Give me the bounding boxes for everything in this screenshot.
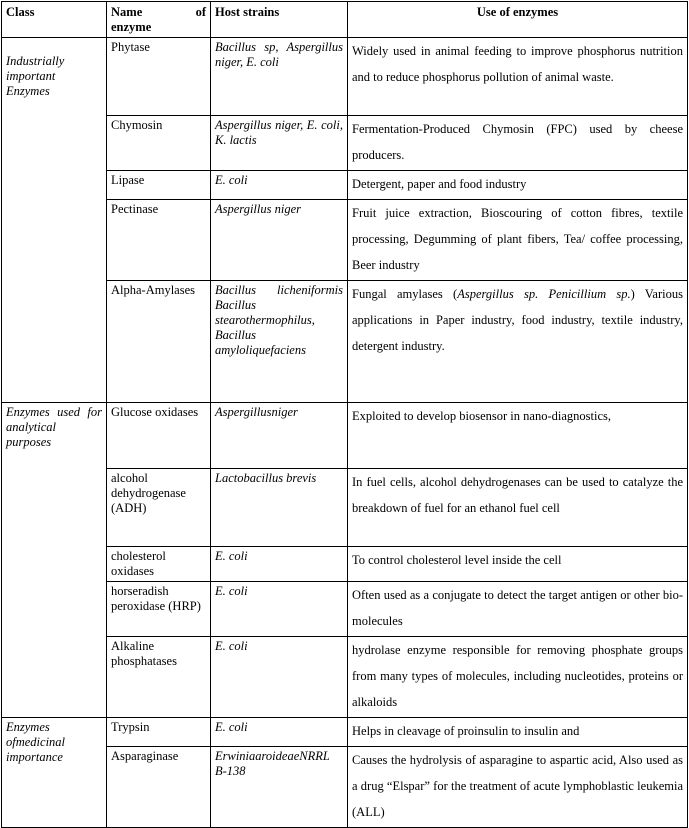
- enzyme-name: Alpha-Amylases: [107, 281, 211, 403]
- enzyme-name: alcohol dehydrogenase (ADH): [107, 469, 211, 547]
- host-strains: Aspergillus niger, E. coli, K. lactis: [211, 116, 348, 171]
- enzyme-use: [348, 281, 688, 403]
- enzyme-name: Trypsin: [107, 718, 211, 747]
- enzyme-use: hydrolase enzyme responsible for removing phosphate groups from many types of molecules, including nucleotides, proteins or alkaloids: [348, 637, 688, 718]
- header-name-line1: Name: [111, 5, 143, 19]
- enzyme-name: Asparaginase: [107, 747, 211, 828]
- enzyme-name: Pectinase: [107, 200, 211, 281]
- host-strains: Aspergillus niger: [211, 200, 348, 281]
- table-row: [2, 403, 688, 469]
- header-name: [107, 2, 211, 38]
- header-host: Host strains: [211, 2, 348, 38]
- table-row: [2, 718, 688, 747]
- host-strains: Bacillus licheniformis Bacillus stearothermophilus, Bacillus amyloliquefaciens: [211, 281, 348, 403]
- enzyme-table: [1, 1, 688, 828]
- host-strains: Bacillus sp, Aspergillus niger, E. coli: [211, 38, 348, 116]
- enzyme-name: Phytase: [107, 38, 211, 116]
- enzyme-use: Often used as a conjugate to detect the target antigen or other bio-molecules: [348, 582, 688, 637]
- header-row: [2, 2, 688, 38]
- class-cell: [2, 38, 107, 403]
- enzyme-name: Alkaline phosphatases: [107, 637, 211, 718]
- enzyme-use: Helps in cleavage of proinsulin to insulin and: [348, 718, 688, 747]
- host-strains: E. coli: [211, 637, 348, 718]
- host-strains: Aspergillusniger: [211, 403, 348, 469]
- enzyme-use: Causes the hydrolysis of asparagine to aspartic acid, Also used as a drug “Elspar” for the treatment of acute lymphoblastic leukemia (ALL): [348, 747, 688, 828]
- host-strains: ErwiniaaroideaeNRRL B-138: [211, 747, 348, 828]
- enzyme-use: Exploited to develop biosensor in nano-diagnostics,: [348, 403, 688, 469]
- enzyme-name: horseradish peroxidase (HRP): [107, 582, 211, 637]
- class-cell: [2, 403, 107, 718]
- enzyme-use: To control cholesterol level inside the cell: [348, 547, 688, 582]
- enzyme-use: Fermentation-Produced Chymosin (FPC) used by cheese producers.: [348, 116, 688, 171]
- class-label: Enzymes ofmedicinal importance: [6, 720, 66, 764]
- enzyme-use: Fruit juice extraction, Bioscouring of cotton fibres, textile processing, Degumming of plant fibers, Tea/ coffee processing, Beer industry: [348, 200, 688, 281]
- enzyme-use: In fuel cells, alcohol dehydrogenases can be used to catalyze the breakdown of fuel for an ethanol fuel cell: [348, 469, 688, 547]
- class-cell: [2, 718, 107, 828]
- host-strains: E. coli: [211, 718, 348, 747]
- header-use: Use of enzymes: [348, 2, 688, 38]
- use-text-post: ) Various applications in Paper industry, food industry, textile industry, detergent industry.: [352, 287, 683, 353]
- enzyme-name: cholesterol oxidases: [107, 547, 211, 582]
- host-strains: E. coli: [211, 547, 348, 582]
- host-strains: Lactobacillus brevis: [211, 469, 348, 547]
- use-text-pre: Fungal amylases (: [352, 287, 458, 301]
- header-name-line2: enzyme: [111, 20, 152, 34]
- class-label: Enzymes used for analytical purposes: [6, 405, 102, 449]
- table-row: [2, 38, 688, 116]
- header-name-of: of: [195, 5, 206, 19]
- enzyme-name: Lipase: [107, 171, 211, 200]
- enzyme-name: Glucose oxidases: [107, 403, 211, 469]
- enzyme-name: Chymosin: [107, 116, 211, 171]
- use-text-italic: Aspergillus sp. Penicillium sp.: [457, 287, 631, 301]
- enzyme-use: Detergent, paper and food industry: [348, 171, 688, 200]
- header-class: Class: [2, 2, 107, 38]
- host-strains: E. coli: [211, 582, 348, 637]
- host-strains: E. coli: [211, 171, 348, 200]
- enzyme-use: Widely used in animal feeding to improve phosphorus nutrition and to reduce phosphorus pollution of animal waste.: [348, 38, 688, 116]
- class-label: Industrially important Enzymes: [6, 54, 65, 98]
